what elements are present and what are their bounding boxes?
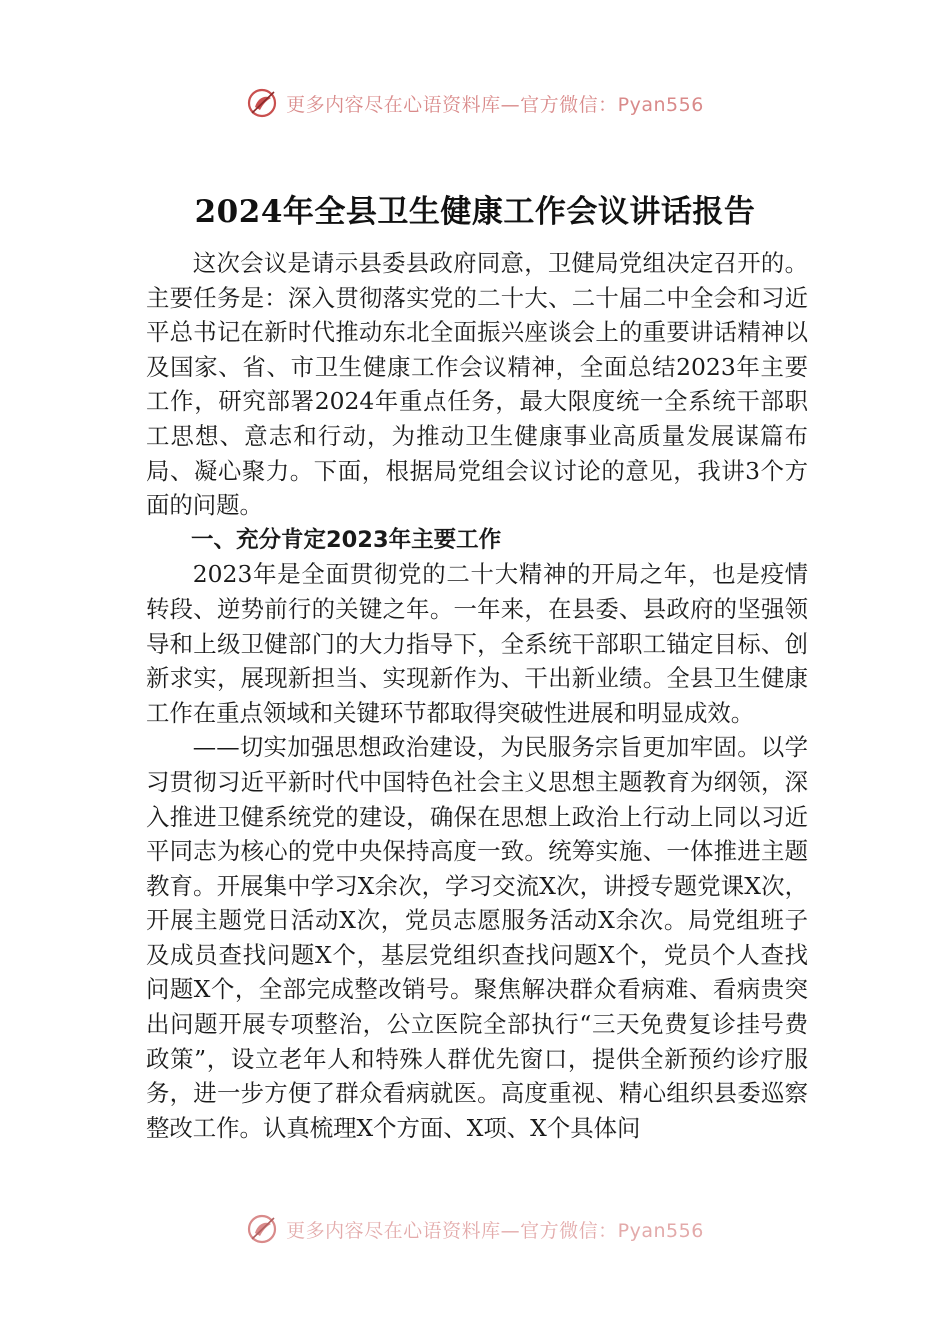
section-paragraph: ——切实加强思想政治建设，为民服务宗旨更加牢固。以学习贯彻习近平新时代中国特色社会主义思想主题教育为纲领，深入推进卫健系统党的建设，确保在思想上政治上行动上同以习近平同志为核心的党中央保持高度一致。统筹实施、一体推进主题教育。开展集中学习X余次，学习交流X次，讲授专题党课X次，开展主题党日活动X次，党员志愿服务活动X余次。局党组班子及成员查找问题X个，基层党组织查找问题X个，党员个人查找问题X个，全部完成整改销号。聚焦解决群众看病难、看病贵突出问题开展专项整治，公立医院全部执行“三天免费复诊挂号费政策”，设立老年人和特殊人群优先窗口，提供全新预约诊疗服务，进一步方便了群众看病就医。高度重视、精心组织县委巡察整改工作。认真梳理X个方面、X项、X个具体问 <box>146 733 808 1142</box>
footer-watermark <box>0 1212 950 1246</box>
brand-logo-icon <box>246 86 280 120</box>
header-watermark <box>0 86 950 120</box>
section-heading: 一、充分肯定2023年主要工作 <box>191 526 502 553</box>
document-body <box>146 246 808 1145</box>
watermark-text: 更多内容尽在心语资料库—官方微信：Pyan556 <box>286 93 704 116</box>
document-title: 2024年全县卫生健康工作会议讲话报告 <box>194 194 756 230</box>
watermark-text: 更多内容尽在心语资料库—官方微信：Pyan556 <box>286 1219 704 1242</box>
intro-paragraph: 这次会议是请示县委县政府同意，卫健局党组决定召开的。主要任务是：深入贯彻落实党的二十大、二十届二中全会和习近平总书记在新时代推动东北全面振兴座谈会上的重要讲话精神以及国家、省、市卫生健康工作会议精神，全面总结2023年主要工作，研究部署2024年重点任务，最大限度统一全系统干部职工思想、意志和行动，为推动卫生健康事业高质量发展谋篇布局、凝心聚力。下面，根据局党组会议讨论的意见，我讲3个方面的问题。 <box>146 249 808 520</box>
brand-logo-icon <box>246 1212 280 1246</box>
section-paragraph: 2023年是全面贯彻党的二十大精神的开局之年，也是疫情转段、逆势前行的关键之年。一年来，在县委、县政府的坚强领导和上级卫健部门的大力指导下，全系统干部职工锚定目标、创新求实，展现新担当、实现新作为、干出新业绩。全县卫生健康工作在重点领域和关键环节都取得突破性进展和明显成效。 <box>146 560 808 727</box>
